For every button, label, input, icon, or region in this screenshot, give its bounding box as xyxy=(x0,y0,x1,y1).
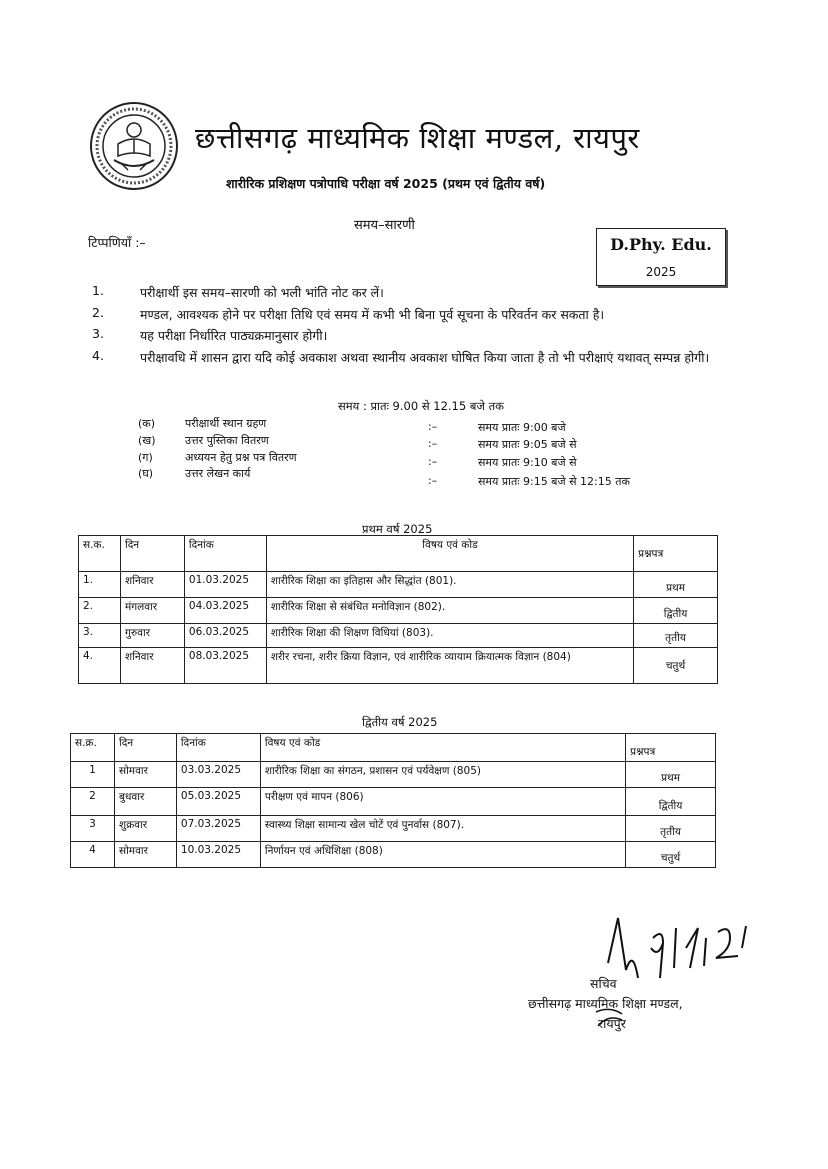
note-text: परीक्षार्थी इस समय–सारणी को भली भांति नोट कर लें। xyxy=(140,285,384,300)
exam-timing-heading: समय : प्रातः 9.00 से 12.15 बजे तक xyxy=(338,399,504,413)
cell-sno: 1 xyxy=(71,762,115,788)
signatory-city: रायपुर xyxy=(598,1016,626,1031)
cell-sno: 3 xyxy=(71,816,115,842)
timing-label: उत्तर लेखन कार्य xyxy=(185,467,251,480)
header-day: दिन xyxy=(114,734,176,762)
timing-sep: :– xyxy=(428,455,438,468)
header-subject: विषय एवं कोड xyxy=(266,536,633,572)
notes-label: टिप्पणियाँ :– xyxy=(88,235,146,250)
timing-sep: :– xyxy=(428,437,438,450)
cell-date: 01.03.2025 xyxy=(184,572,266,598)
timing-time: समय प्रातः 9:05 बजे से xyxy=(478,438,577,451)
header-sno: स.क्र. xyxy=(71,734,115,762)
timing-letter: (क) xyxy=(138,417,156,430)
cell-date: 04.03.2025 xyxy=(184,598,266,624)
cell-paper: द्वितीय xyxy=(626,788,716,816)
cell-sno: 4. xyxy=(79,648,121,684)
cell-day: मंगलवार xyxy=(120,598,184,624)
header-paper: प्रश्नपत्र xyxy=(634,536,718,572)
timing-letter: (घ) xyxy=(138,467,154,480)
cell-sno: 3. xyxy=(79,624,121,648)
table-row xyxy=(71,762,716,788)
timing-label: परीक्षार्थी स्थान ग्रहण xyxy=(185,417,267,430)
header-paper: प्रश्नपत्र xyxy=(626,734,716,762)
cell-day: बुधवार xyxy=(114,788,176,816)
timing-time: समय प्रातः 9:15 बजे से 12:15 तक xyxy=(478,475,630,488)
cell-subject: शारीरिक शिक्षा से संबंधित मनोविज्ञान (802). xyxy=(266,598,633,624)
header-date: दिनांक xyxy=(176,734,260,762)
cell-day: शनिवार xyxy=(120,648,184,684)
cell-date: 10.03.2025 xyxy=(176,842,260,868)
timing-time: समय प्रातः 9:00 बजे xyxy=(478,421,566,434)
cell-sno: 4 xyxy=(71,842,115,868)
timing-label: अध्ययन हेतु प्रश्न पत्र वितरण xyxy=(185,451,297,464)
cell-day: सोमवार xyxy=(114,762,176,788)
course-year: 2025 xyxy=(645,265,677,279)
cell-sno: 1. xyxy=(79,572,121,598)
signatory-org: छत्तीसगढ़ माध्यमिक शिक्षा मण्डल, xyxy=(528,996,683,1011)
note-number: 3. xyxy=(92,326,104,341)
cell-day: गुरुवार xyxy=(120,624,184,648)
cell-subject: स्वास्थ्य शिक्षा सामान्य खेल चोटें एवं पुनर्वास (807). xyxy=(260,816,625,842)
note-text: मण्डल, आवश्यक होने पर परीक्षा तिथि एवं समय में कभी भी बिना पूर्व सूचना के परिवर्तन कर सकता है। xyxy=(140,307,605,322)
cell-paper: चतुर्थ xyxy=(634,648,718,684)
cell-paper: तृतीय xyxy=(634,624,718,648)
cell-subject: शरीर रचना, शरीर क्रिया विज्ञान, एवं शारीरिक व्यायाम क्रियात्मक विज्ञान (804) xyxy=(266,648,633,684)
cell-date: 05.03.2025 xyxy=(176,788,260,816)
table-header-row xyxy=(71,734,716,762)
header-sno: स.क. xyxy=(79,536,121,572)
cell-paper: चतुर्थ xyxy=(626,842,716,868)
table-row xyxy=(71,842,716,868)
timing-letter: (ग) xyxy=(138,451,153,464)
cell-subject: शारीरिक शिक्षा का संगठन, प्रशासन एवं पर्यवेक्षण (805) xyxy=(260,762,625,788)
board-seal-logo xyxy=(88,100,180,192)
timing-letter: (ख) xyxy=(138,434,156,447)
table-row xyxy=(71,788,716,816)
cell-paper: प्रथम xyxy=(634,572,718,598)
course-code-box xyxy=(596,228,726,286)
table-row xyxy=(79,572,718,598)
note-number: 1. xyxy=(92,283,104,298)
cell-sno: 2. xyxy=(79,598,121,624)
table-row xyxy=(71,816,716,842)
cell-date: 07.03.2025 xyxy=(176,816,260,842)
timing-label: उत्तर पुस्तिका वितरण xyxy=(185,434,269,447)
table-row xyxy=(79,598,718,624)
cell-paper: प्रथम xyxy=(626,762,716,788)
timing-sep: :– xyxy=(428,420,438,433)
cell-date: 03.03.2025 xyxy=(176,762,260,788)
cell-day: शनिवार xyxy=(120,572,184,598)
note-number: 2. xyxy=(92,305,104,320)
table-row xyxy=(79,648,718,684)
table-row xyxy=(79,624,718,648)
cell-subject: शारीरिक शिक्षा का इतिहास और सिद्धांत (801). xyxy=(266,572,633,598)
cell-subject: परीक्षण एवं मापन (806) xyxy=(260,788,625,816)
second-year-caption: द्वितीय वर्ष 2025 xyxy=(362,715,438,729)
board-title: छत्तीसगढ़ माध्यमिक शिक्षा मण्डल, रायपुर xyxy=(195,121,640,155)
cell-day: सोमवार xyxy=(114,842,176,868)
cell-paper: तृतीय xyxy=(626,816,716,842)
first-year-caption: प्रथम वर्ष 2025 xyxy=(362,522,433,536)
second-year-timetable xyxy=(70,733,716,868)
note-text: परीक्षावधि में शासन द्वारा यदि कोई अवकाश अथवा स्थानीय अवकाश घोषित किया जाता है तो भी परीक्षाएं यथावत् सम्पन्न होगी। xyxy=(140,350,710,365)
timing-sep: :– xyxy=(428,474,438,487)
cell-sno: 2 xyxy=(71,788,115,816)
cell-paper: द्वितीय xyxy=(634,598,718,624)
cell-day: शुक्रवार xyxy=(114,816,176,842)
exam-subtitle: शारीरिक प्रशिक्षण पत्रोपाधि परीक्षा वर्ष 2025 (प्रथम एवं द्वितीय वर्ष) xyxy=(226,176,546,191)
header-day: दिन xyxy=(120,536,184,572)
timing-time: समय प्रातः 9:10 बजे से xyxy=(478,456,577,469)
course-name: D.Phy. Edu. xyxy=(610,235,712,254)
note-text: यह परीक्षा निर्धारित पाठ्यक्रमानुसार होगी। xyxy=(140,328,328,343)
first-year-timetable xyxy=(78,535,718,684)
signatory-role: सचिव xyxy=(590,976,617,991)
table-header-row xyxy=(79,536,718,572)
header-date: दिनांक xyxy=(184,536,266,572)
header-subject: विषय एवं कोड xyxy=(260,734,625,762)
cell-subject: शारीरिक शिक्षा की शिक्षण विधियां (803). xyxy=(266,624,633,648)
cell-subject: निर्णायन एवं अधिशिक्षा (808) xyxy=(260,842,625,868)
schedule-title: समय–सारणी xyxy=(354,218,415,233)
cell-date: 08.03.2025 xyxy=(184,648,266,684)
note-number: 4. xyxy=(92,348,104,363)
cell-date: 06.03.2025 xyxy=(184,624,266,648)
